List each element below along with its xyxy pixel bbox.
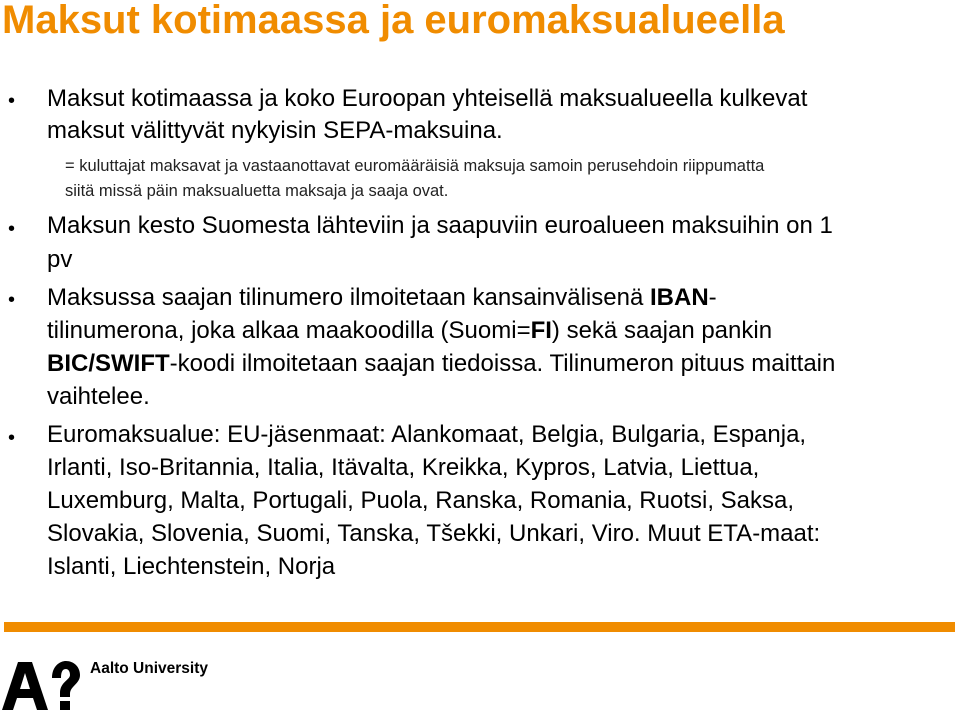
bullet-text-line: Maksut kotimaassa ja koko Euroopan yhteisellä maksualueella kulkevat	[47, 85, 808, 112]
bullet-text-line: Euromaksualue: EU-jäsenmaat: Alankomaat, Belgia, Bulgaria, Espanja,	[47, 421, 807, 448]
aalto-logo-icon	[2, 658, 82, 712]
bullet-text-line: Luxemburg, Malta, Portugali, Puola, Ranska, Romania, Ruotsi, Saksa,	[47, 487, 795, 514]
bullet-marker: •	[8, 289, 16, 311]
iban-emphasis: IBAN	[649, 284, 709, 311]
bic-swift-emphasis: BIC/SWIFT	[47, 350, 170, 377]
text-segment: -	[708, 284, 717, 311]
bullet-text-line	[47, 349, 835, 379]
bullet-text-line	[47, 316, 772, 346]
bullet-text-line	[47, 283, 717, 313]
bullet-text-line: vaihtelee.	[47, 383, 150, 410]
bullet-text-line: Irlanti, Iso-Britannia, Italia, Itävalta, Kreikka, Kypros, Latvia, Liettua,	[47, 454, 760, 481]
text-segment: -koodi ilmoitetaan saajan tiedoissa. Tilinumeron pituus maittain	[169, 350, 836, 377]
bullet-text-line: Islanti, Liechtenstein, Norja	[47, 553, 336, 580]
bullet-marker: •	[8, 218, 16, 240]
bullet-marker: •	[8, 90, 16, 112]
bullet-note-line: siitä missä päin maksualuetta maksaja ja saaja ovat.	[65, 182, 449, 200]
country-code-emphasis: FI	[530, 317, 552, 344]
footer-divider	[4, 622, 955, 632]
bullet-marker: •	[8, 427, 16, 449]
bullet-note-line: = kuluttajat maksavat ja vastaanottavat euromääräisiä maksuja samoin perusehdoin riippumatta	[65, 157, 765, 175]
bullet-text-line: pv	[47, 246, 73, 273]
bullet-text-line: maksut välittyvät nykyisin SEPA-maksuina.	[47, 117, 503, 144]
text-segment: Maksussa saajan tilinumero ilmoitetaan kansainvälisenä	[47, 284, 650, 311]
university-name: Aalto University	[90, 660, 209, 677]
slide-title: Maksut kotimaassa ja euromaksualueella	[2, 0, 785, 42]
bullet-text-line: Slovakia, Slovenia, Suomi, Tanska, Tšekki, Unkari, Viro. Muut ETA-maat:	[47, 520, 821, 547]
text-segment: ) sekä saajan pankin	[551, 317, 773, 344]
bullet-text-line: Maksun kesto Suomesta lähteviin ja saapuviin euroalueen maksuihin on 1	[47, 212, 833, 239]
text-segment: tilinumerona, joka alkaa maakoodilla (Suomi=	[47, 317, 531, 344]
